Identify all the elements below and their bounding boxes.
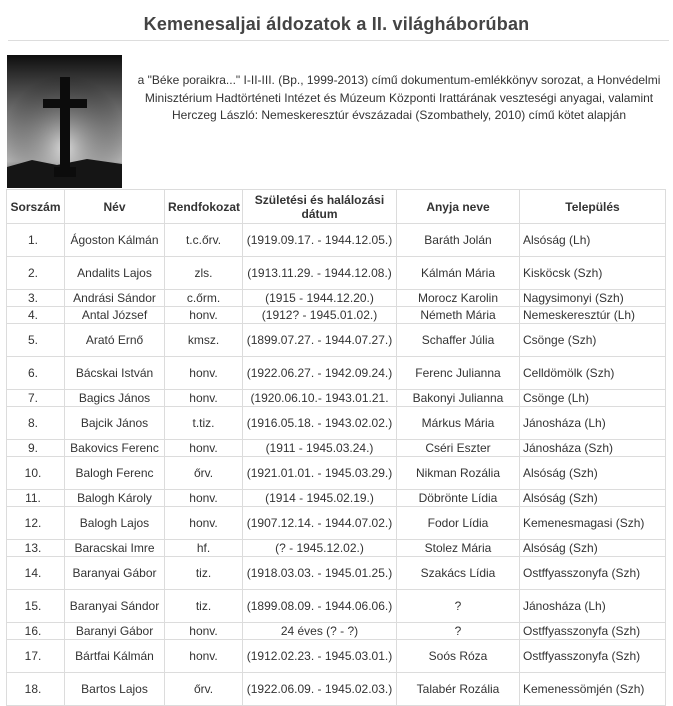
cell-nev: Baracskai Imre bbox=[65, 540, 165, 557]
cell-rendfokozat: zls. bbox=[165, 257, 243, 290]
cell-sorszam: 17. bbox=[7, 640, 65, 673]
cell-anyja-neve: Márkus Mária bbox=[397, 407, 520, 440]
cell-datum: (1899.07.27. - 1944.07.27.) bbox=[243, 324, 397, 357]
cell-sorszam: 11. bbox=[7, 490, 65, 507]
table-row bbox=[7, 490, 666, 507]
cell-telepules: Nemeskeresztúr (Lh) bbox=[520, 307, 666, 324]
cell-rendfokozat: őrv. bbox=[165, 673, 243, 706]
victims-table bbox=[6, 189, 666, 706]
cell-nev: Baranyai Gábor bbox=[65, 557, 165, 590]
table-row bbox=[7, 390, 666, 407]
memorial-cross-photo bbox=[7, 55, 122, 188]
cell-nev: Balogh Lajos bbox=[65, 507, 165, 540]
table-row bbox=[7, 324, 666, 357]
cell-anyja-neve: Stolez Mária bbox=[397, 540, 520, 557]
source-description: a "Béke poraikra..." I-II-III. (Bp., 1999-2013) című dokumentum-emlékkönyv sorozat, a Honvédelmi Minisztérium Hadtörténeti Intézet és Múzeum Központi Irattárának veszteségi anyagai, valamint Herczeg László: Nemeskeresztúr évszázadai (Szombathely, 2010) című kötet alapján bbox=[137, 73, 661, 122]
cell-nev: Andrási Sándor bbox=[65, 290, 165, 307]
table-row bbox=[7, 457, 666, 490]
table-row bbox=[7, 257, 666, 290]
cell-rendfokozat: honv. bbox=[165, 623, 243, 640]
cell-anyja-neve: Döbrönte Lídia bbox=[397, 490, 520, 507]
cell-rendfokozat: honv. bbox=[165, 357, 243, 390]
cell-nev: Bajcik János bbox=[65, 407, 165, 440]
cell-anyja-neve: Nikman Rozália bbox=[397, 457, 520, 490]
cell-rendfokozat: honv. bbox=[165, 640, 243, 673]
cell-sorszam: 14. bbox=[7, 557, 65, 590]
cell-sorszam: 9. bbox=[7, 440, 65, 457]
cell-sorszam: 16. bbox=[7, 623, 65, 640]
cell-datum: (1915 - 1944.12.20.) bbox=[243, 290, 397, 307]
cell-datum: (? - 1945.12.02.) bbox=[243, 540, 397, 557]
cell-telepules: Kemenesmagasi (Szh) bbox=[520, 507, 666, 540]
cell-nev: Bagics János bbox=[65, 390, 165, 407]
cell-rendfokozat: tiz. bbox=[165, 557, 243, 590]
cell-anyja-neve: Schaffer Júlia bbox=[397, 324, 520, 357]
cell-telepules: Ostffyasszonyfa (Szh) bbox=[520, 623, 666, 640]
cell-anyja-neve: Szakács Lídia bbox=[397, 557, 520, 590]
cell-rendfokozat: honv. bbox=[165, 440, 243, 457]
table-row bbox=[7, 290, 666, 307]
cell-sorszam: 6. bbox=[7, 357, 65, 390]
cell-telepules: Ostffyasszonyfa (Szh) bbox=[520, 557, 666, 590]
cell-nev: Baranyai Sándor bbox=[65, 590, 165, 623]
cell-anyja-neve: Talabér Rozália bbox=[397, 673, 520, 706]
cell-telepules: Kisköcsk (Szh) bbox=[520, 257, 666, 290]
cell-datum: (1899.08.09. - 1944.06.06.) bbox=[243, 590, 397, 623]
cell-telepules: Jánosháza (Lh) bbox=[520, 407, 666, 440]
cell-rendfokozat: tiz. bbox=[165, 590, 243, 623]
cell-telepules: Alsóság (Szh) bbox=[520, 540, 666, 557]
cell-nev: Bakovics Ferenc bbox=[65, 440, 165, 457]
cell-datum: (1907.12.14. - 1944.07.02.) bbox=[243, 507, 397, 540]
cell-datum: (1922.06.09. - 1945.02.03.) bbox=[243, 673, 397, 706]
cell-nev: Antal József bbox=[65, 307, 165, 324]
cell-telepules: Csönge (Szh) bbox=[520, 324, 666, 357]
cell-telepules: Jánosháza (Lh) bbox=[520, 590, 666, 623]
cell-nev: Balogh Károly bbox=[65, 490, 165, 507]
cell-sorszam: 1. bbox=[7, 224, 65, 257]
table-row bbox=[7, 224, 666, 257]
table-row bbox=[7, 540, 666, 557]
cell-telepules: Alsóság (Lh) bbox=[520, 224, 666, 257]
cell-rendfokozat: c.őrm. bbox=[165, 290, 243, 307]
header-telepules[interactable]: Település bbox=[520, 190, 666, 224]
table-row bbox=[7, 507, 666, 540]
cell-sorszam: 3. bbox=[7, 290, 65, 307]
cell-nev: Bartos Lajos bbox=[65, 673, 165, 706]
cell-anyja-neve: ? bbox=[397, 590, 520, 623]
table-row bbox=[7, 440, 666, 457]
cell-anyja-neve: ? bbox=[397, 623, 520, 640]
cell-telepules: Jánosháza (Szh) bbox=[520, 440, 666, 457]
cell-telepules: Celldömölk (Szh) bbox=[520, 357, 666, 390]
cell-anyja-neve: Ferenc Julianna bbox=[397, 357, 520, 390]
cell-sorszam: 7. bbox=[7, 390, 65, 407]
cell-anyja-neve: Morocz Karolin bbox=[397, 290, 520, 307]
cell-telepules: Alsóság (Szh) bbox=[520, 457, 666, 490]
cell-sorszam: 4. bbox=[7, 307, 65, 324]
cell-datum: (1912? - 1945.01.02.) bbox=[243, 307, 397, 324]
cell-nev: Andalits Lajos bbox=[65, 257, 165, 290]
cell-sorszam: 8. bbox=[7, 407, 65, 440]
header-anyja-neve[interactable]: Anyja neve bbox=[397, 190, 520, 224]
header-rendfokozat[interactable]: Rendfokozat bbox=[165, 190, 243, 224]
cell-datum: (1914 - 1945.02.19.) bbox=[243, 490, 397, 507]
header-datum[interactable]: Születési és halálozási dátum bbox=[243, 190, 397, 224]
cell-datum: (1913.11.29. - 1944.12.08.) bbox=[243, 257, 397, 290]
cell-datum: (1922.06.27. - 1942.09.24.) bbox=[243, 357, 397, 390]
cell-nev: Arató Ernő bbox=[65, 324, 165, 357]
cell-rendfokozat: t.tiz. bbox=[165, 407, 243, 440]
cell-sorszam: 5. bbox=[7, 324, 65, 357]
cell-nev: Baranyi Gábor bbox=[65, 623, 165, 640]
table-header-row bbox=[7, 190, 666, 224]
cell-sorszam: 12. bbox=[7, 507, 65, 540]
cell-datum: (1912.02.23. - 1945.03.01.) bbox=[243, 640, 397, 673]
table-row bbox=[7, 640, 666, 673]
cell-anyja-neve: Fodor Lídia bbox=[397, 507, 520, 540]
cell-anyja-neve: Bakonyi Julianna bbox=[397, 390, 520, 407]
cell-datum: (1918.03.03. - 1945.01.25.) bbox=[243, 557, 397, 590]
cross-image bbox=[7, 55, 122, 188]
cell-rendfokozat: honv. bbox=[165, 307, 243, 324]
cell-sorszam: 18. bbox=[7, 673, 65, 706]
cell-rendfokozat: hf. bbox=[165, 540, 243, 557]
cell-sorszam: 15. bbox=[7, 590, 65, 623]
cell-anyja-neve: Soós Róza bbox=[397, 640, 520, 673]
cell-sorszam: 2. bbox=[7, 257, 65, 290]
table-row bbox=[7, 557, 666, 590]
cell-rendfokozat: kmsz. bbox=[165, 324, 243, 357]
title-divider bbox=[8, 40, 669, 41]
table-row bbox=[7, 590, 666, 623]
cell-sorszam: 13. bbox=[7, 540, 65, 557]
cell-anyja-neve: Kálmán Mária bbox=[397, 257, 520, 290]
cell-nev: Bártfai Kálmán bbox=[65, 640, 165, 673]
cell-nev: Bácskai István bbox=[65, 357, 165, 390]
cell-datum: (1919.09.17. - 1944.12.05.) bbox=[243, 224, 397, 257]
table-row bbox=[7, 407, 666, 440]
cell-datum: (1921.01.01. - 1945.03.29.) bbox=[243, 457, 397, 490]
cell-telepules: Nagysimonyi (Szh) bbox=[520, 290, 666, 307]
table-row bbox=[7, 623, 666, 640]
table-row bbox=[7, 673, 666, 706]
cell-datum: 24 éves (? - ?) bbox=[243, 623, 397, 640]
cell-anyja-neve: Németh Mária bbox=[397, 307, 520, 324]
cell-telepules: Kemenessömjén (Szh) bbox=[520, 673, 666, 706]
cell-rendfokozat: őrv. bbox=[165, 457, 243, 490]
table-row bbox=[7, 307, 666, 324]
cell-rendfokozat: honv. bbox=[165, 490, 243, 507]
cell-telepules: Ostffyasszonyfa (Szh) bbox=[520, 640, 666, 673]
cell-telepules: Alsóság (Szh) bbox=[520, 490, 666, 507]
cell-datum: (1920.06.10.- 1943.01.21. bbox=[243, 390, 397, 407]
cell-rendfokozat: t.c.őrv. bbox=[165, 224, 243, 257]
cell-nev: Balogh Ferenc bbox=[65, 457, 165, 490]
page-title: Kemenesaljai áldozatok a II. világháborúban bbox=[143, 14, 530, 34]
cell-telepules: Csönge (Lh) bbox=[520, 390, 666, 407]
header-sorszam[interactable]: Sorszám bbox=[7, 190, 65, 224]
cell-datum: (1911 - 1945.03.24.) bbox=[243, 440, 397, 457]
cell-rendfokozat: honv. bbox=[165, 390, 243, 407]
cell-nev: Ágoston Kálmán bbox=[65, 224, 165, 257]
cell-anyja-neve: Baráth Jolán bbox=[397, 224, 520, 257]
cell-datum: (1916.05.18. - 1943.02.02.) bbox=[243, 407, 397, 440]
cell-anyja-neve: Cséri Eszter bbox=[397, 440, 520, 457]
header-nev[interactable]: Név bbox=[65, 190, 165, 224]
cell-sorszam: 10. bbox=[7, 457, 65, 490]
table-row bbox=[7, 357, 666, 390]
cell-rendfokozat: honv. bbox=[165, 507, 243, 540]
